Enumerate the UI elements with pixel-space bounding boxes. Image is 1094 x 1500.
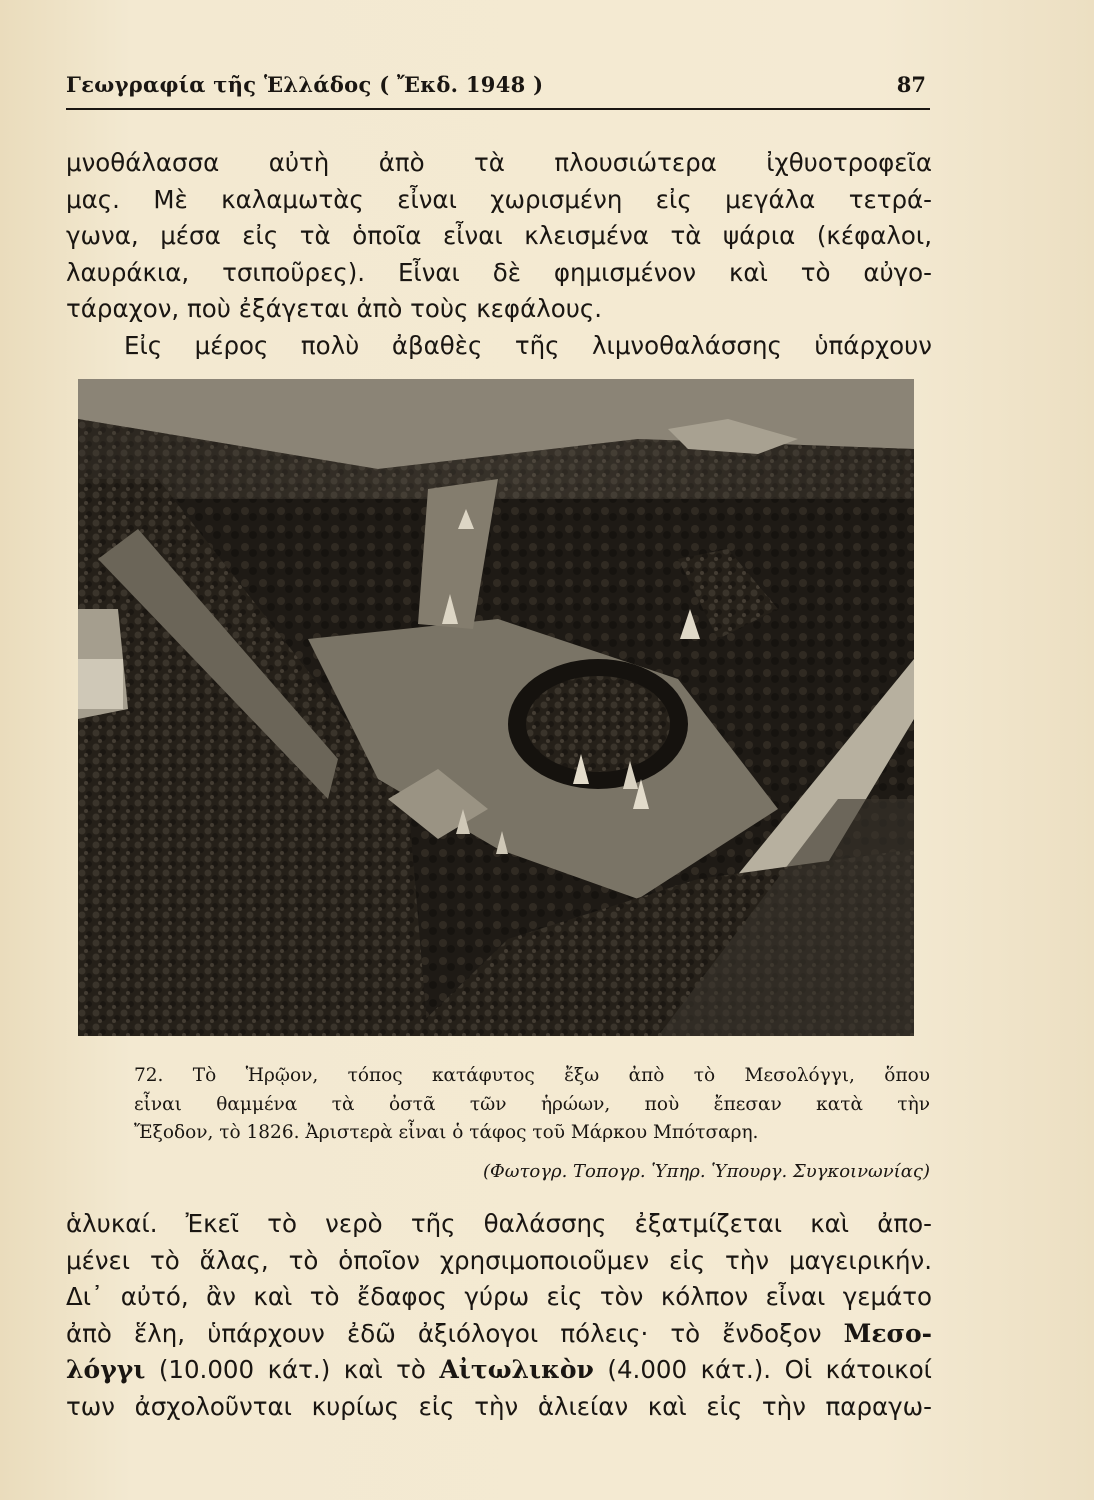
caption-line: εἶναι θαμμένα τὰ ὀστᾶ τῶν ἡρώων, ποὺ ἔπεσαν κατὰ τὴν (134, 1093, 930, 1115)
photo-credit: (Φωτογρ. Τοπογρ. Ὑπηρ. Ὑπουργ. Συγκοινωνίας) (483, 1161, 930, 1182)
aerial-photo-heroon-garden-icon (78, 379, 914, 1036)
header-rule (66, 108, 930, 110)
text-run: (4.000 κάτ.). Οἱ κάτοικοί (607, 1355, 932, 1384)
text-line: μνοθάλασσα αὐτὴ ἀπὸ τὰ πλουσιώτερα ἰχθυοτροφεῖα (66, 148, 932, 177)
place-name-aitoliko: Αἰτωλικὸν (439, 1355, 594, 1384)
text-line: μας. Μὲ καλαμωτὰς εἶναι χωρισμένη εἰς μεγάλα τετρά- (66, 184, 932, 214)
text-line: Δι᾿ αὐτό, ἂν καὶ τὸ ἔδαφος γύρω εἰς τὸν κόλπον εἶναι γεμάτο (66, 1282, 932, 1311)
text-line: μένει τὸ ἅλας, τὸ ὁποῖον χρησιμοποιοῦμεν εἰς τὴν μαγειρικήν. (66, 1245, 932, 1275)
text-line: των ἀσχολοῦνται κυρίως εἰς τὴν ἁλιείαν καὶ εἰς τὴν παραγω- (66, 1391, 932, 1421)
place-name-missolonghi-end: λόγγι (66, 1355, 146, 1384)
place-name-missolonghi: Μεσο- (843, 1318, 933, 1348)
photo-caption (134, 1062, 930, 1148)
text-line (66, 1316, 932, 1353)
text-line: γωνα, μέσα εἰς τὰ ὁποῖα εἶναι κλεισμένα τὰ ψάρια (κέφαλοι, (66, 221, 932, 250)
running-header (66, 72, 930, 108)
header-title: Γεωγραφία τῆς Ἑλλάδος ( Ἔκδ. 1948 ) (66, 72, 544, 97)
text-run: (10.000 κάτ.) καὶ τὸ (158, 1355, 426, 1384)
text-line: λαυράκια, τσιποῦρες). Εἶναι δὲ φημισμένον καὶ τὸ αὐγο- (66, 257, 932, 287)
aerial-photo (78, 379, 914, 1036)
text-run: ἀπὸ ἕλη, ὑπάρχουν ἐδῶ ἀξιόλογοι πόλεις· τὸ ἔνδοξον (66, 1318, 822, 1348)
text-line: ἁλυκαί. Ἐκεῖ τὸ νερὸ τῆς θαλάσσης ἐξατμίζεται καὶ ἀπο- (66, 1209, 932, 1238)
text-line: Εἰς μέρος πολὺ ἀβαθὲς τῆς λιμνοθαλάσσης ὑπάρχουν (124, 330, 932, 360)
caption-line: Ἔξοδον, τὸ 1826. Ἀριστερὰ εἶναι ὁ τάφος τοῦ Μάρκου Μπότσαρη. (134, 1122, 759, 1143)
text-line: τάραχον, ποὺ ἐξάγεται ἀπὸ τοὺς κεφάλους. (66, 294, 603, 323)
paragraph-top (66, 145, 932, 364)
paragraph-bottom (66, 1206, 932, 1425)
page-number: 87 (896, 72, 926, 97)
caption-line: 72. Τὸ Ἡρῷον, τόπος κατάφυτος ἔξω ἀπὸ τὸ Μεσολόγγι, ὅπου (134, 1065, 930, 1086)
text-line (66, 1352, 932, 1389)
